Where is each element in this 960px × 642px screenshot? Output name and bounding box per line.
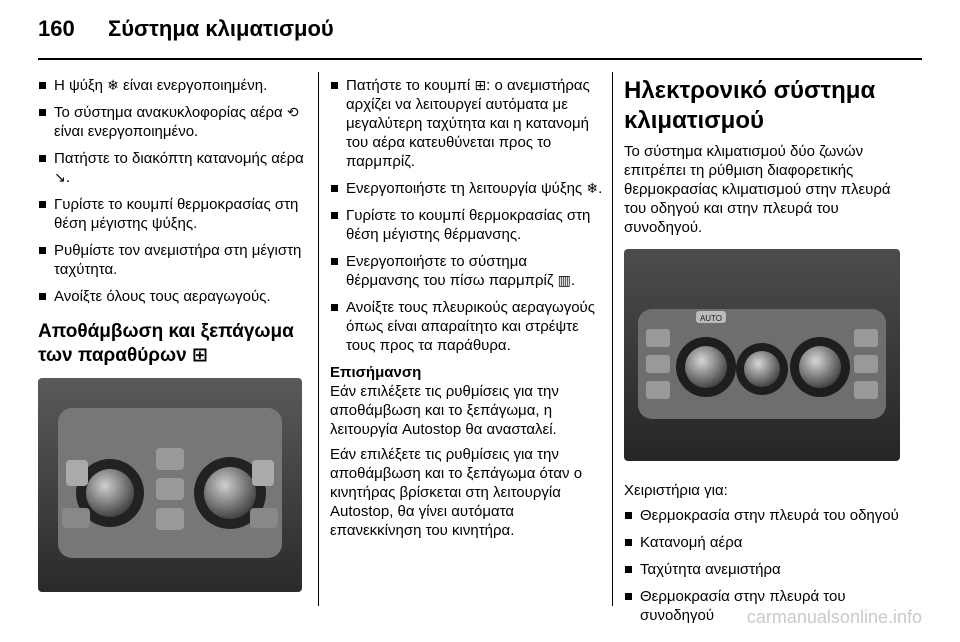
page-header [38, 16, 922, 56]
list-item: Ανοίξτε τους πλευρικούς αεραγωγούς όπως είναι απαραίτητο και στρέψτε τους προς τα παράθυρα. [330, 298, 604, 355]
defrost-icon: ⊞ [474, 77, 487, 93]
rear-defrost-icon: ▥ [557, 272, 571, 288]
defrost-icon: ⊞ [191, 345, 208, 366]
list-item: Κατανομή αέρα [624, 533, 910, 552]
snowflake-icon: ❄ [107, 77, 119, 93]
list-item: Το σύστημα ανακυκλοφορίας αέρα ⟲ είναι ενεργοποιημένο. [38, 103, 304, 141]
recirculation-icon: ⟲ [286, 104, 299, 120]
list-item: Ενεργοποιήστε τη λειτουργία ψύξης ❄. [330, 179, 604, 198]
page-title: Σύστημα κλιματισμού [108, 16, 334, 41]
note-paragraph: Εάν επιλέξετε τις ρυθμίσεις για την αποθάμβωση και το ξεπάγωμα όταν ο κινητήρας βρίσκεται στη λειτουργία Autostop, θα γίνει αυτόματα επανεκκίνηση του κινητήρα. [330, 446, 583, 539]
intro-paragraph: Το σύστημα κλιματισμού δύο ζωνών επιτρέπει τη ρύθμιση διαφορετικής θερμοκρασίας κλιματισμού στην πλευρά του οδηγού και στην πλευρά του συνοδηγού. [624, 143, 891, 236]
list-item: Πατήστε το κουμπί ⊞: ο ανεμιστήρας αρχίζει να λειτουργεί αυτόματα με μεγαλύτερη ταχύτητα και η κατανομή του αέρα κατευθύνεται προς το παρμπρίζ. [330, 76, 604, 171]
snowflake-icon: ❄ [586, 180, 599, 196]
column-divider [612, 72, 613, 606]
column-1 [38, 76, 304, 592]
list-item: Ανοίξτε όλους τους αεραγωγούς. [38, 287, 304, 306]
list-item: Γυρίστε το κουμπί θερμοκρασίας στη θέση μέγιστης θέρμανσης. [330, 206, 604, 244]
cooling-steps-list [38, 76, 304, 306]
climate-panel-photo [38, 378, 302, 592]
list-item: Θερμοκρασία στην πλευρά του οδηγού [624, 506, 910, 525]
controls-label: Χειριστήρια για: [624, 482, 728, 499]
list-item: Γυρίστε το κουμπί θερμοκρασίας στη θέση μέγιστης ψύξης. [38, 195, 304, 233]
dual-zone-panel-illustration [624, 249, 900, 461]
note-heading: Επισήμανση [330, 364, 422, 381]
watermark: carmanualsonline.info [746, 607, 922, 627]
air-distribution-icon: ↘ [54, 169, 66, 185]
page-number: 160 [38, 16, 75, 41]
list-item: Ενεργοποιήστε το σύστημα θέρμανσης του πίσω παρμπρίζ ▥. [330, 252, 604, 290]
defrost-steps-list [330, 76, 604, 355]
list-item: Ταχύτητα ανεμιστήρα [624, 560, 910, 579]
list-item: Θερμοκρασία στην πλευρά του συνοδηγού [624, 587, 910, 625]
auto-button-label: AUTO [699, 314, 723, 323]
column-3 [624, 76, 910, 633]
climate-panel-illustration [38, 378, 302, 592]
section-heading-defrost: Αποθάμβωση και ξεπάγωμα των παραθύρων ⊞ [38, 321, 294, 366]
section-heading-electronic: Ηλεκτρονικό σύστημα κλιματισμού [624, 77, 876, 134]
note-paragraph: Εάν επιλέξετε τις ρυθμίσεις για την αποθάμβωση και το ξεπάγωμα, η λειτουργία Autostop θα ανασταλεί. [330, 383, 559, 438]
column-divider [318, 72, 319, 606]
list-item: Πατήστε το διακόπτη κατανομής αέρα ↘. [38, 149, 304, 187]
column-2 [330, 76, 604, 546]
header-rule [38, 58, 922, 60]
dual-zone-panel-photo [624, 249, 900, 461]
list-item: Ρυθμίστε τον ανεμιστήρα στη μέγιστη ταχύτητα. [38, 241, 304, 279]
list-item: Η ψύξη ❄ είναι ενεργοποιημένη. [38, 76, 304, 95]
